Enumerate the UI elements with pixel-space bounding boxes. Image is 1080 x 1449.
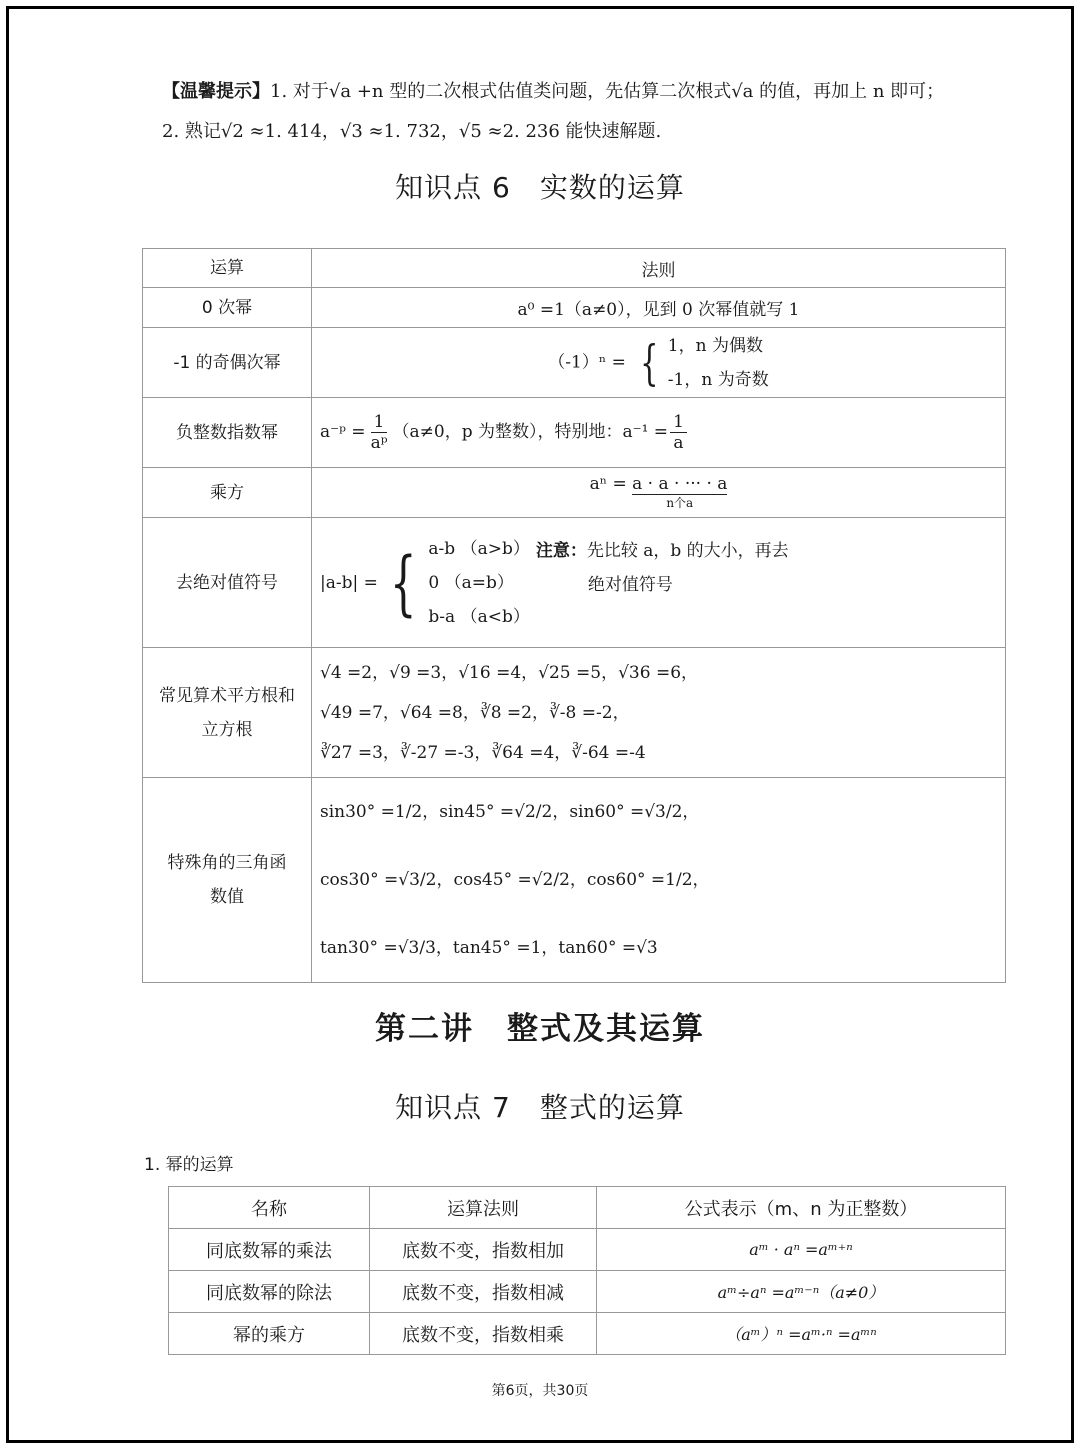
case-line: 0 （a=b） bbox=[428, 572, 514, 593]
trig-line: sin30° =1/2，sin45° =√2/2，sin60° =√3/2， bbox=[320, 802, 700, 822]
fraction: $\frac{1}{a}$ bbox=[670, 412, 687, 453]
note-text: 先比较 a，b 的大小，再去 bbox=[586, 540, 789, 561]
row-name: 负整数指数幂 bbox=[143, 398, 312, 468]
row-rule: 底数不变，指数相乘 bbox=[370, 1313, 597, 1355]
rule-lhs: |a-b| = bbox=[320, 572, 378, 593]
row-rule bbox=[312, 648, 1006, 778]
tip-box bbox=[162, 72, 1022, 152]
row-name: 常见算术平方根和立方根 bbox=[143, 648, 312, 778]
case-line: b-a （a<b） bbox=[428, 606, 530, 627]
power-operations-table bbox=[168, 1186, 1006, 1355]
table-header-row bbox=[143, 249, 1006, 288]
row-rule: 底数不变，指数相减 bbox=[370, 1271, 597, 1313]
row-formula: aᵐ÷aⁿ =aᵐ⁻ⁿ（a≠0） bbox=[597, 1271, 1006, 1313]
section-7-title: 知识点 7 整式的运算 bbox=[395, 1091, 685, 1124]
case-line: 1，n 为偶数 bbox=[667, 335, 763, 356]
section-6-title: 知识点 6 实数的运算 bbox=[395, 171, 685, 204]
row-name: 乘方 bbox=[143, 468, 312, 518]
row-name: 同底数幂的乘法 bbox=[169, 1229, 370, 1271]
tip-line-2: 2. 熟记√2 ≈1. 414，√3 ≈1. 732，√5 ≈2. 236 能快速解题. bbox=[162, 121, 662, 142]
row-rule: 底数不变，指数相加 bbox=[370, 1229, 597, 1271]
trig-line: tan30° =√3/3，tan45° =1，tan60° =√3 bbox=[320, 938, 658, 958]
row-rule bbox=[312, 518, 1006, 648]
table-row bbox=[169, 1313, 1006, 1355]
row-rule: a⁰ =1（a≠0），见到 0 次幂值就写 1 bbox=[312, 288, 1006, 328]
rule-lhs: （-1）ⁿ = bbox=[548, 352, 626, 372]
header-operation: 运算 bbox=[143, 249, 312, 288]
row-name: 0 次幂 bbox=[143, 288, 312, 328]
fraction: $\frac{1}{\text{aᵖ}}$ bbox=[370, 412, 388, 453]
row-rule bbox=[312, 778, 1006, 983]
real-number-operations-table bbox=[142, 248, 1006, 983]
row-formula: （aᵐ）ⁿ =aᵐ·ⁿ =aᵐⁿ bbox=[597, 1313, 1006, 1355]
tip-tag: 【温馨提示】 bbox=[162, 81, 270, 102]
trig-line: cos30° =√3/2，cos45° =√2/2，cos60° =1/2， bbox=[320, 870, 710, 890]
row-name: 幂的乘方 bbox=[169, 1313, 370, 1355]
row-name: 去绝对值符号 bbox=[143, 518, 312, 648]
rule-lhs: aⁿ = bbox=[589, 474, 627, 494]
header-rule: 运算法则 bbox=[370, 1187, 597, 1229]
tip-line-1 bbox=[162, 72, 1022, 112]
header-formula: 公式表示（m、n 为正整数） bbox=[597, 1187, 1006, 1229]
tip-text-1: 1. 对于√a +n 型的二次根式估值类问题，先估算二次根式√a 的值，再加上 n 即可； bbox=[270, 81, 945, 102]
case-line: -1，n 为奇数 bbox=[667, 369, 769, 390]
lecture-2-title: 第二讲 整式及其运算 bbox=[375, 1011, 705, 1047]
roots-line: √4 =2，√9 =3，√16 =4，√25 =5，√36 =6， bbox=[320, 662, 699, 683]
table-row bbox=[143, 778, 1006, 983]
note-text: 绝对值符号 bbox=[587, 574, 673, 595]
rule-part: （a≠0，p 为整数），特别地：a⁻¹ = bbox=[392, 422, 669, 442]
roots-line: √49 =7，√64 =8，∛8 =2，∛-8 =-2， bbox=[320, 702, 630, 723]
row-rule bbox=[312, 398, 1006, 468]
case-brace: { a-b （a>b） 0 （a=b） b-a （a<b） bbox=[378, 532, 530, 634]
subsection-label: 1. 幂的运算 bbox=[144, 1155, 234, 1175]
table-row bbox=[143, 648, 1006, 778]
case-line: a-b （a>b） bbox=[428, 538, 530, 559]
header-name: 名称 bbox=[169, 1187, 370, 1229]
note-label: 注意： bbox=[535, 540, 587, 561]
row-name: -1 的奇偶次幂 bbox=[143, 328, 312, 398]
rule-part: a⁻ᵖ = bbox=[320, 422, 366, 442]
table-row bbox=[169, 1271, 1006, 1313]
table-row bbox=[143, 468, 1006, 518]
table-row bbox=[169, 1229, 1006, 1271]
table-row bbox=[143, 288, 1006, 328]
underbrace: a · a · ··· · a n个a bbox=[632, 474, 728, 510]
row-name: 特殊角的三角函数值 bbox=[143, 778, 312, 983]
page-footer: 第6页，共30页 bbox=[491, 1383, 589, 1399]
table-row bbox=[143, 518, 1006, 648]
row-name: 同底数幂的除法 bbox=[169, 1271, 370, 1313]
row-rule bbox=[312, 468, 1006, 518]
header-rule: 法则 bbox=[312, 249, 1006, 288]
note bbox=[536, 534, 789, 602]
table-row bbox=[143, 328, 1006, 398]
row-rule bbox=[312, 328, 1006, 398]
table-row bbox=[143, 398, 1006, 468]
table-header-row bbox=[169, 1187, 1006, 1229]
case-brace: { 1，n 为偶数 -1，n 为奇数 bbox=[631, 329, 768, 397]
roots-line: ∛27 =3，∛-27 =-3，∛64 =4，∛-64 =-4 bbox=[320, 742, 646, 763]
row-formula: aᵐ · aⁿ =aᵐ⁺ⁿ bbox=[597, 1229, 1006, 1271]
